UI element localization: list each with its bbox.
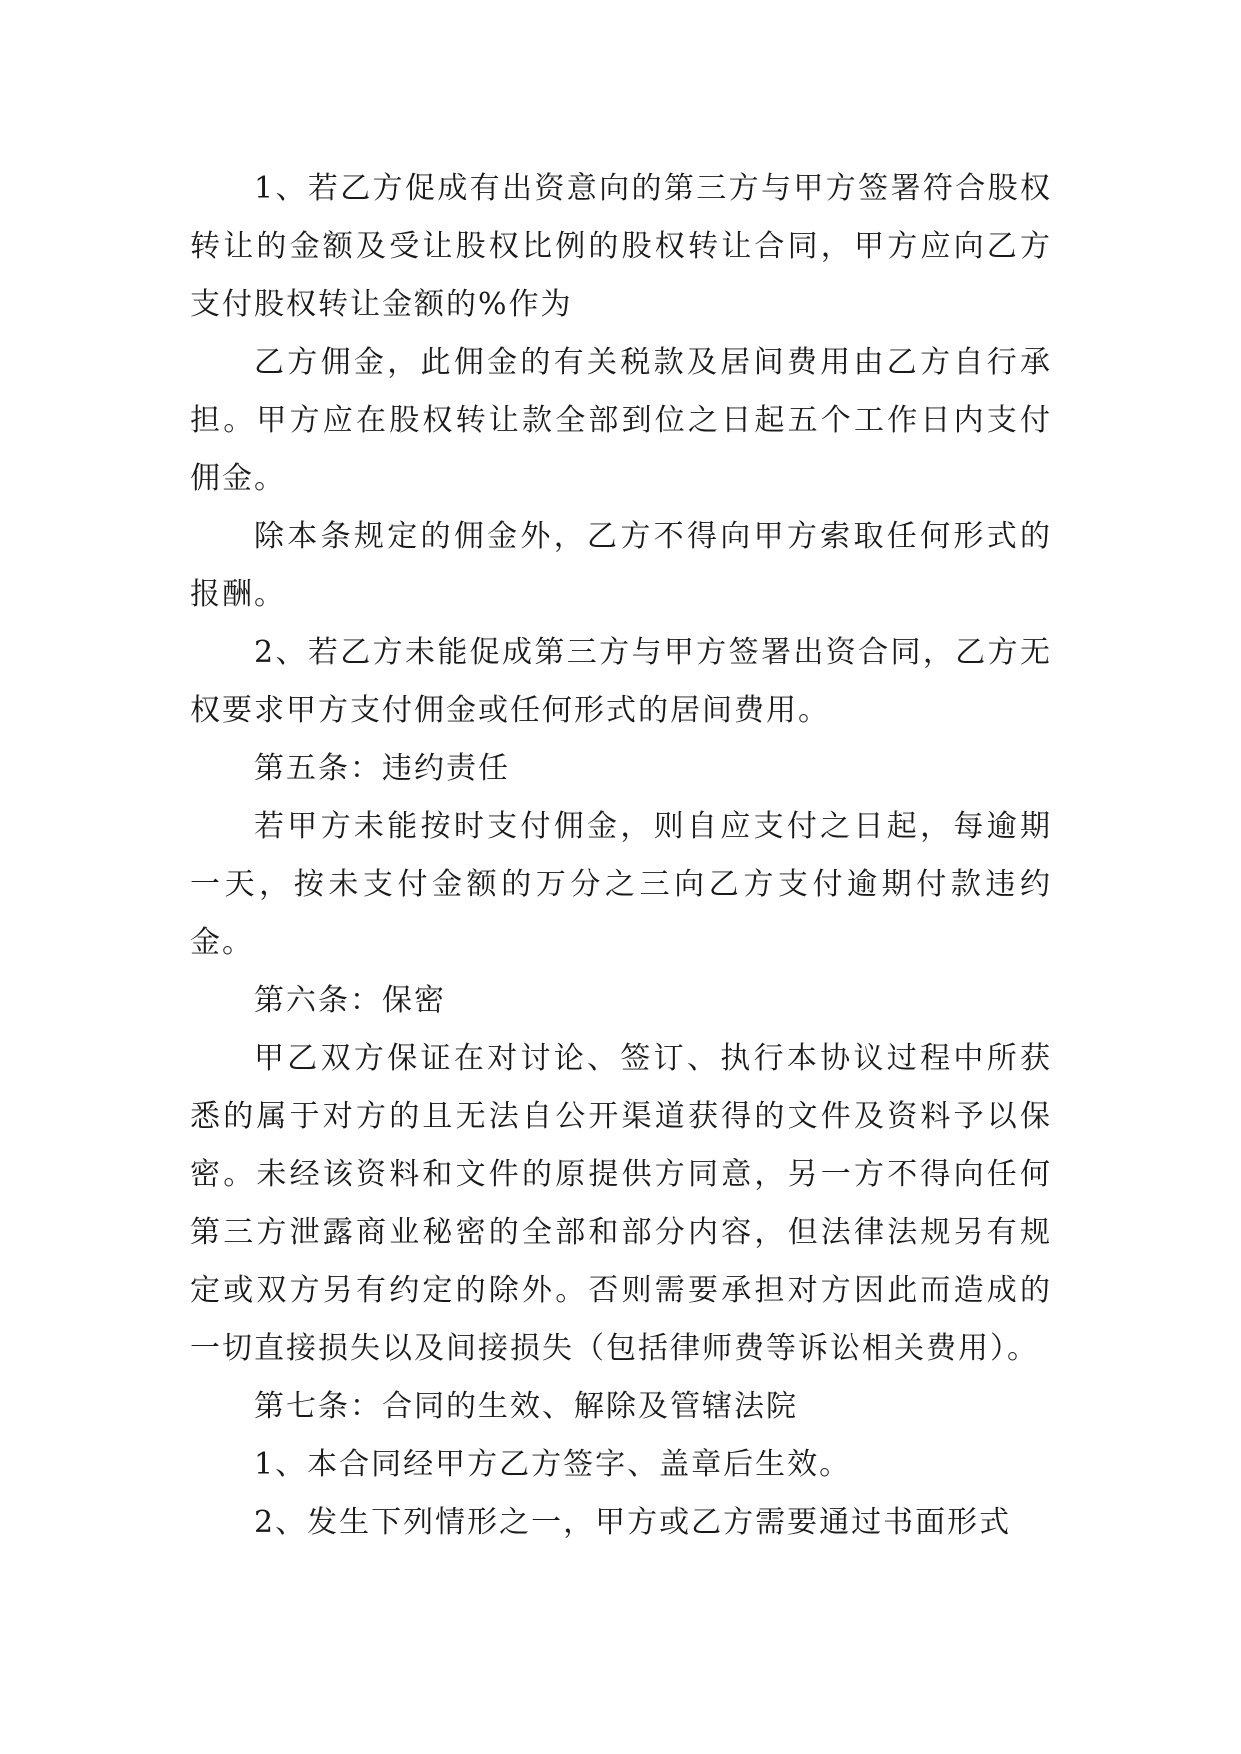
heading-article-7: 第七条：合同的生效、解除及管辖法院	[254, 1389, 798, 1424]
paragraph-commission-clause-1: 1、若乙方促成有出资意向的第三方与甲方签署符合股权转让的金额及受让股权比例的股权转让合同，甲方应向乙方支付股权转让金额的%作为	[190, 171, 1052, 322]
paragraph-commission-taxes: 乙方佣金，此佣金的有关税款及居间费用由乙方自行承担。甲方应在股权转让款全部到位之日起五个工作日内支付佣金。	[190, 345, 1052, 496]
paragraph-termination: 2、发生下列情形之一，甲方或乙方需要通过书面形式	[254, 1505, 1012, 1540]
paragraph-commission-clause-2: 2、若乙方未能促成第三方与甲方签署出资合同，乙方无权要求甲方支付佣金或任何形式的居间费用。	[190, 635, 1052, 728]
paragraph-late-payment: 若甲方未能按时支付佣金，则自应支付之日起，每逾期一天，按未支付金额的万分之三向乙方支付逾期付款违约金。	[190, 809, 1052, 960]
paragraph-effectiveness: 1、本合同经甲方乙方签字、盖章后生效。	[254, 1447, 852, 1482]
heading-article-5: 第五条：违约责任	[254, 751, 510, 786]
paragraph-no-other-fees: 除本条规定的佣金外，乙方不得向甲方索取任何形式的报酬。	[190, 519, 1052, 612]
document-body	[190, 160, 1052, 1552]
paragraph-confidentiality: 甲乙双方保证在对讨论、签订、执行本协议过程中所获悉的属于对方的且无法自公开渠道获得的文件及资料予以保密。未经该资料和文件的原提供方同意，另一方不得向任何第三方泄露商业秘密的全部和部分内容，但法律法规另有规定或双方另有约定的除外。否则需要承担对方因此而造成的一切直接损失以及间接损失（包括律师费等诉讼相关费用）。	[190, 1041, 1052, 1366]
heading-article-6: 第六条：保密	[254, 983, 446, 1018]
